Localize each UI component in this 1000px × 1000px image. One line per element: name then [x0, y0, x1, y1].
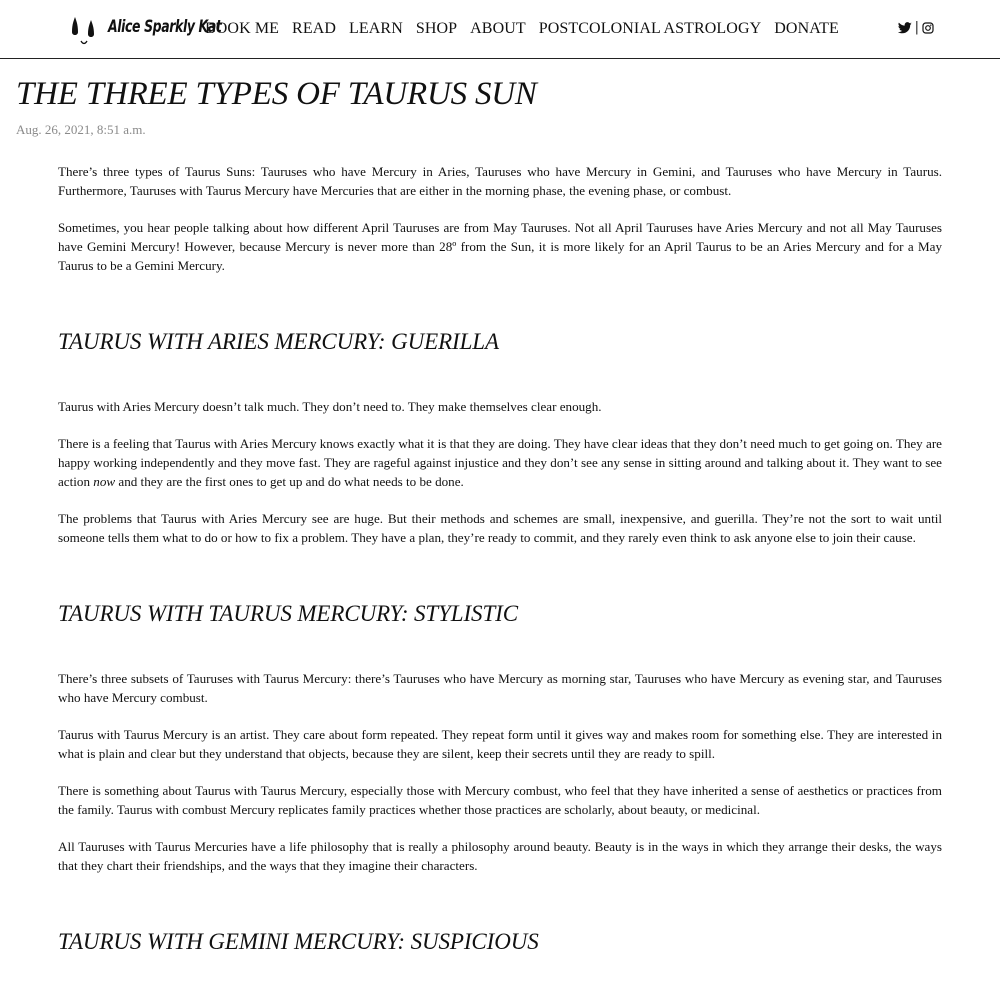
taurus-paragraph-1: There’s three subsets of Tauruses with Taurus Mercury: there’s Tauruses who have Mercury as morning star, Tauruses who have Mercury as evening star, and Tauruses who have Mercury combust.	[58, 671, 942, 705]
nav-shop[interactable]: SHOP	[415, 20, 458, 37]
aries-paragraph-2-text-a: There is a feeling that Taurus with Aries Mercury knows exactly what it is that they are doing. They have clear ideas that they don’t need much to get going on. They are happy working independently and they move fast. They are rageful against injustice and they don’t see any sense in sitting around and talking about it. They want to see action	[58, 436, 942, 489]
cat-face-logo-icon	[68, 12, 108, 48]
nav-postcolonial-astrology[interactable]: POSTCOLONIAL ASTROLOGY	[538, 20, 762, 37]
nav-donate[interactable]: DONATE	[774, 20, 839, 37]
aries-paragraph-2	[58, 434, 942, 491]
post-title: THE THREE TYPES OF TAURUS SUN	[16, 76, 537, 112]
instagram-icon[interactable]	[922, 22, 934, 34]
site-logo[interactable]	[68, 12, 222, 48]
post-body	[58, 162, 942, 955]
intro-paragraph-2: Sometimes, you hear people talking about how different April Tauruses are from May Tauruses. Not all April Tauruses have Aries Mercury and not all May Tauruses have Gemini Mercury! However, because Mercury is never more than 28º from the Sun, it is more likely for an April Taurus to be an Aries Mercury and for a May Taurus to be a Gemini Mercury.	[58, 220, 942, 273]
social-separator: |	[914, 20, 919, 35]
section-heading-aries-mercury: TAURUS WITH ARIES MERCURY: GUERILLA	[58, 329, 499, 354]
nav-learn[interactable]: LEARN	[349, 20, 403, 37]
taurus-paragraph-2: Taurus with Taurus Mercury is an artist. They care about form repeated. They repeat form until it gives way and makes room for something else. They are interested in what is plain and clear but they understand that objects, because they are silent, keep their secrets until they are ready to spill.	[58, 727, 942, 761]
post-date: Aug. 26, 2021, 8:51 a.m.	[16, 122, 146, 137]
nav-read[interactable]: READ	[292, 20, 337, 37]
aries-paragraph-3: The problems that Taurus with Aries Mercury see are huge. But their methods and schemes are small, inexpensive, and guerilla. They’re not the sort to wait until someone tells them what to do or how to fix a problem. They have a plan, they’re ready to commit, and they rarely even think to ask anyone else to join their cause.	[58, 511, 942, 545]
social-links	[898, 20, 934, 35]
main-nav	[205, 20, 839, 38]
nav-about[interactable]: ABOUT	[470, 20, 526, 37]
section-heading-taurus-mercury: TAURUS WITH TAURUS MERCURY: STYLISTIC	[58, 601, 518, 626]
aries-paragraph-2-emphasis: now	[93, 474, 116, 489]
site-header	[0, 0, 1000, 59]
nav-book-me[interactable]: BOOK ME	[205, 20, 280, 37]
aries-paragraph-2-text-b: and they are the first ones to get up and do what needs to be done.	[115, 474, 464, 489]
intro-paragraph-1: There’s three types of Taurus Suns: Tauruses who have Mercury in Aries, Tauruses who have Mercury in Gemini, and Tauruses who have Mercury in Taurus. Furthermore, Tauruses with Taurus Mercury have Mercuries that are either in the morning phase, the evening phase, or combust.	[58, 164, 942, 198]
logo-text: Alice Sparkly Kat	[108, 16, 222, 37]
twitter-icon[interactable]	[898, 22, 912, 34]
taurus-paragraph-3: There is something about Taurus with Taurus Mercury, especially those with Mercury combust, who feel that they have inherited a sense of aesthetics or practices from the family. Taurus with combust Mercury replicates family practices whether those practices are scholarly, about beauty, or medicinal.	[58, 783, 942, 817]
taurus-paragraph-4: All Tauruses with Taurus Mercuries have a life philosophy that is really a philosophy around beauty. Beauty is in the ways in which they arrange their desks, the ways that they chart their friendships, and the ways that they imagine their characters.	[58, 839, 942, 873]
section-heading-gemini-mercury: TAURUS WITH GEMINI MERCURY: SUSPICIOUS	[58, 929, 539, 954]
aries-paragraph-1: Taurus with Aries Mercury doesn’t talk much. They don’t need to. They make themselves clear enough.	[58, 399, 602, 414]
